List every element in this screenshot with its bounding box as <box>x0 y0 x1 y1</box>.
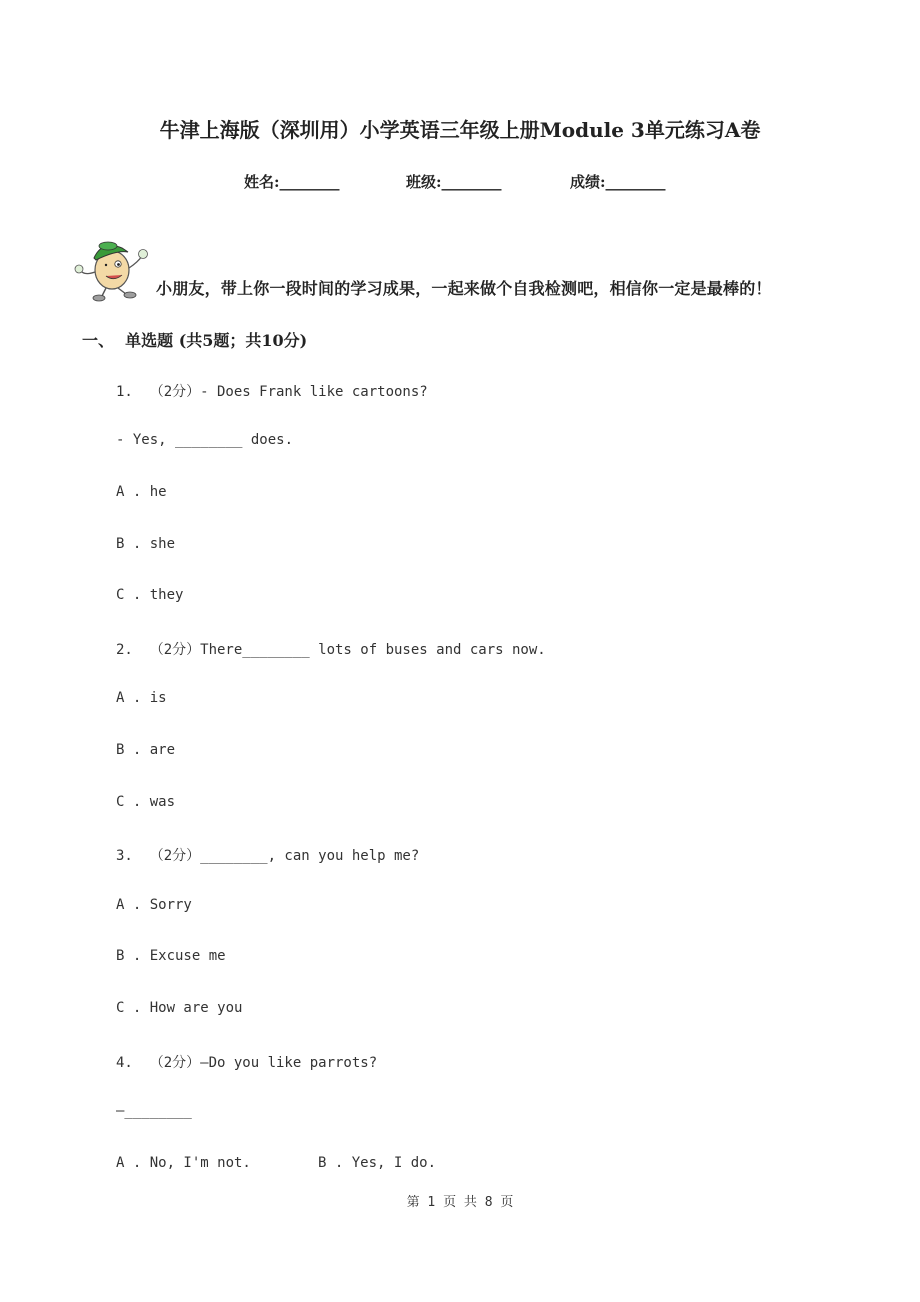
answer-option[interactable]: C . they <box>116 587 184 603</box>
class-field-label: 班级:________ <box>406 173 502 191</box>
answer-option[interactable]: B . she <box>116 536 176 552</box>
answer-option[interactable]: B . are <box>116 742 176 758</box>
name-field-label: 姓名:________ <box>244 173 340 191</box>
question-stem: 2. （2分）There________ lots of buses and cars now. <box>116 642 546 658</box>
answer-option[interactable]: B . Yes, I do. <box>318 1155 437 1171</box>
score-field-label: 成绩:________ <box>570 173 666 191</box>
answer-option[interactable]: A . No, I'm not. <box>116 1155 251 1171</box>
question-stem: 4. （2分）—Do you like parrots? <box>116 1055 378 1071</box>
answer-option[interactable]: A . he <box>116 484 167 500</box>
question-stem-line2: —________ <box>116 1103 192 1119</box>
question-stem: 1. （2分）- Does Frank like cartoons? <box>116 384 428 400</box>
section-heading: 一、 单选题 (共5题；共10分) <box>82 331 308 350</box>
page-number: 第 1 页 共 8 页 <box>406 1195 514 1210</box>
answer-option[interactable]: C . was <box>116 794 176 810</box>
encouragement-text: 小朋友，带上你一段时间的学习成果，一起来做个自我检测吧，相信你一定是最棒的！ <box>156 279 772 298</box>
question-stem-line2: - Yes, ________ does. <box>116 432 294 448</box>
cartoon-mascot-icon <box>72 236 154 302</box>
answer-option[interactable]: A . Sorry <box>116 897 192 913</box>
answer-option[interactable]: B . Excuse me <box>116 948 226 964</box>
question-stem: 3. （2分）________, can you help me? <box>116 848 420 864</box>
answer-option[interactable]: C . How are you <box>116 1000 243 1016</box>
page-title: 牛津上海版（深圳用）小学英语三年级上册Module 3单元练习A卷 <box>159 118 761 142</box>
answer-option[interactable]: A . is <box>116 690 167 706</box>
